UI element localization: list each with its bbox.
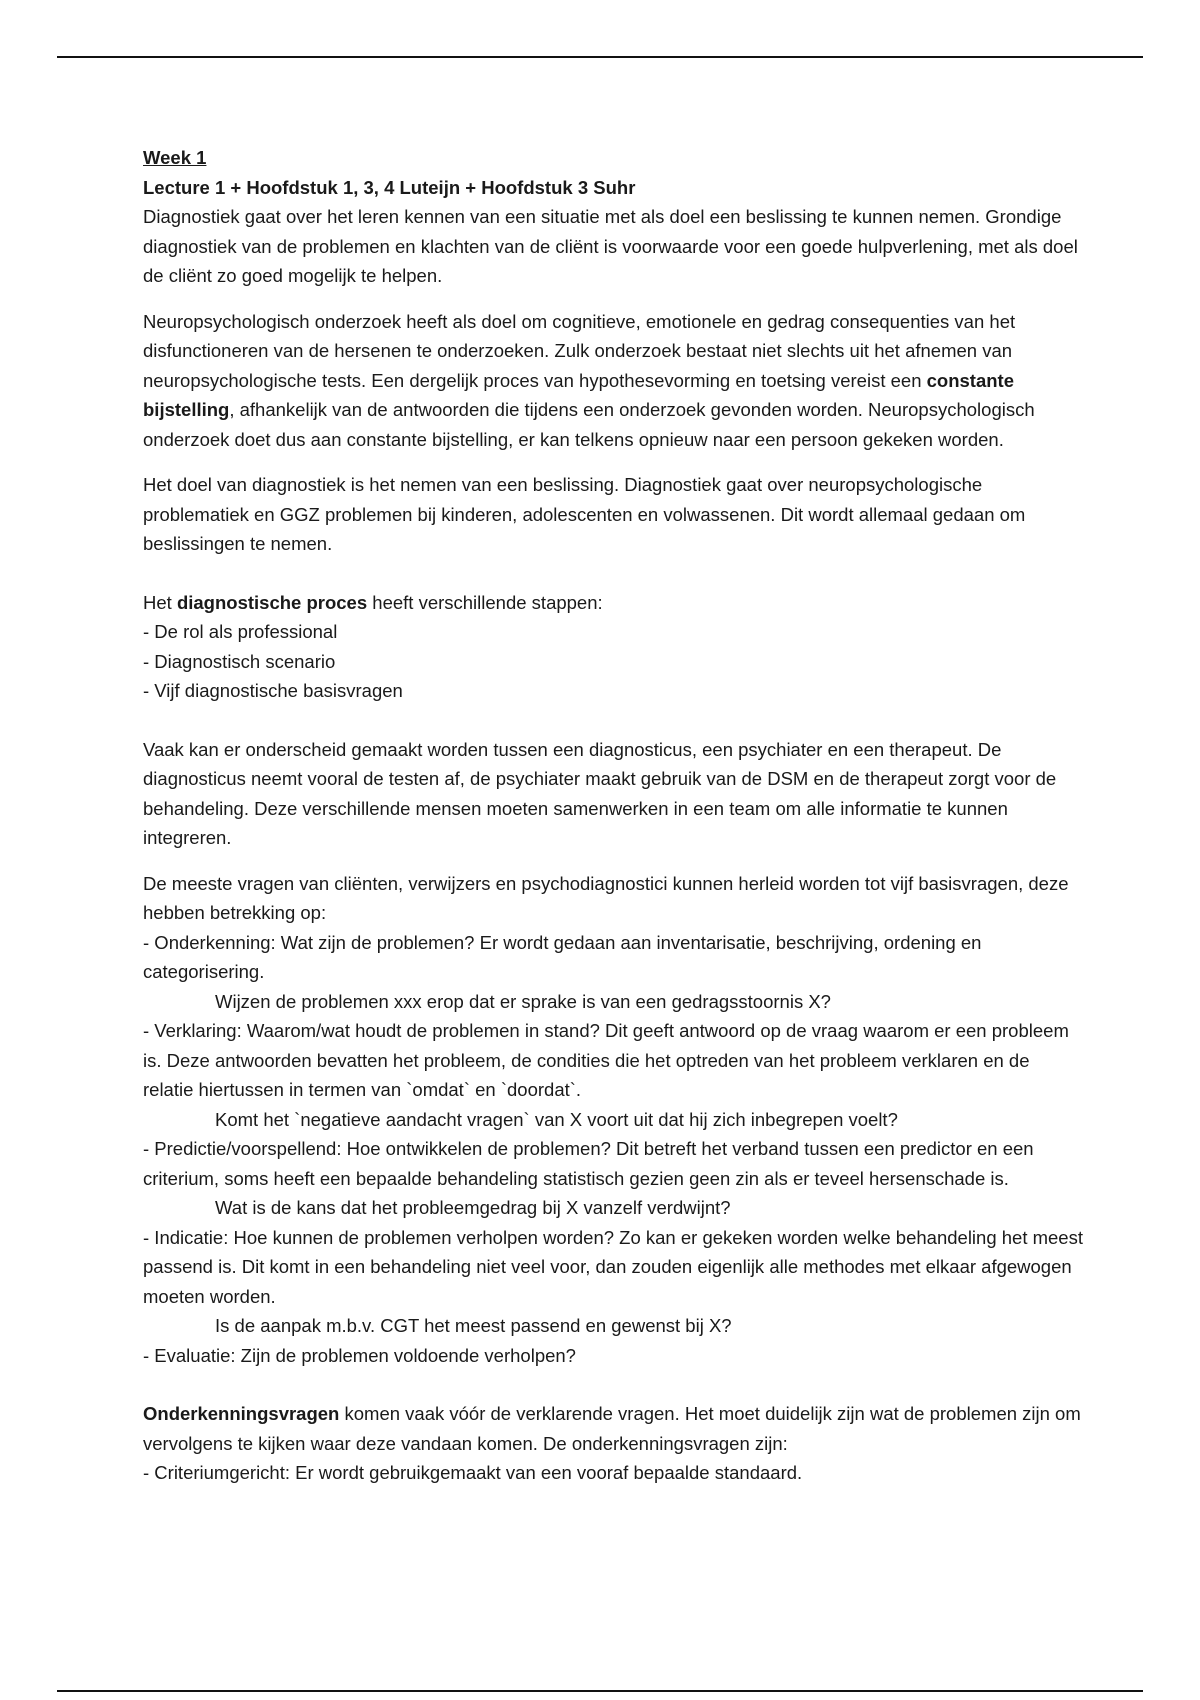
list-item-indicatie: - Indicatie: Hoe kunnen de problemen verholpen worden? Zo kan er gekeken worden welke behandeling het meest passend is. Dit komt in een behandeling niet veel voor, dan zouden eigenlijk alle methodes met elkaar afgewogen moeten worden. bbox=[143, 1226, 1083, 1307]
lecture-subtitle: Lecture 1 + Hoofdstuk 1, 3, 4 Luteijn + Hoofdstuk 3 Suhr bbox=[143, 176, 636, 198]
example-onderkenning: Wijzen de problemen xxx erop dat er sprake is van een gedragsstoornis X? bbox=[215, 990, 831, 1012]
header-rule bbox=[57, 56, 1143, 58]
list-item-predictie: - Predictie/voorspellend: Hoe ontwikkelen de problemen? Dit betreft het verband tussen een predictor en een criterium, soms heeft een bepaalde behandeling statistisch gezien geen zin als er teveel hersenschade is. bbox=[143, 1138, 1034, 1189]
list-item-criteriumgericht: - Criteriumgericht: Er wordt gebruikgemaakt van een vooraf bepaalde standaard. bbox=[143, 1462, 803, 1483]
paragraph-proces: Het diagnostische proces heeft verschillende stappen: bbox=[143, 591, 603, 613]
document-body bbox=[143, 143, 1083, 1488]
bold-onderkenningsvragen: Onderkenningsvragen bbox=[143, 1403, 340, 1424]
paragraph-basisvragen-intro: De meeste vragen van cliënten, verwijzers en psychodiagnostici kunnen herleid worden tot vijf basisvragen, deze hebben betrekking op: bbox=[143, 872, 1069, 923]
paragraph-doel: Het doel van diagnostiek is het nemen van een beslissing. Diagnostiek gaat over neuropsychologische problematiek en GGZ problemen bij kinderen, adolescenten en volwassenen. Dit wordt allemaal gedaan om beslissingen te nemen. bbox=[143, 474, 1026, 554]
week-heading: Week 1 bbox=[143, 147, 207, 168]
bold-constante-bijstelling: constante bijstelling bbox=[143, 369, 1015, 420]
paragraph-intro: Diagnostiek gaat over het leren kennen van een situatie met als doel een beslissing te kunnen nemen. Grondige diagnostiek van de problemen en klachten van de cliënt is voorwaarde voor een goede hulpverlening, met als doel de cliënt zo goed mogelijk te helpen. bbox=[143, 206, 1078, 286]
example-indicatie: Is de aanpak m.b.v. CGT het meest passend en gewenst bij X? bbox=[215, 1315, 732, 1336]
list-item: - De rol als professional bbox=[143, 621, 338, 642]
bold-diagnostische-proces: diagnostische proces bbox=[176, 591, 368, 613]
list-item: - Vijf diagnostische basisvragen bbox=[143, 680, 403, 701]
list-item-evaluatie: - Evaluatie: Zijn de problemen voldoende verholpen? bbox=[143, 1344, 576, 1366]
footer-rule bbox=[57, 1690, 1143, 1692]
paragraph-rollen: Vaak kan er onderscheid gemaakt worden tussen een diagnosticus, een psychiater en een therapeut. De diagnosticus neemt vooral de testen af, de psychiater maakt gebruik van de DSM en de therapeut zorgt voor de behandeling. Deze verschillende mensen moeten samenwerken in een team om alle informatie te kunnen integreren. bbox=[143, 738, 1057, 848]
paragraph-neuropsych: Neuropsychologisch onderzoek heeft als doel om cognitieve, emotionele en gedrag consequenties van het disfunctioneren van de hersenen te onderzoeken. Zulk onderzoek bestaat niet slechts uit het afnemen van neuropsychologische tests. Een dergelijk proces van hypothesevorming en toetsing vereist een constante bijstelling, afhankelijk van de antwoorden die tijdens een onderzoek gevonden worden. Neuropsychologisch onderzoek doet dus aan constante bijstelling, er kan telkens opnieuw naar een persoon gekeken worden. bbox=[143, 310, 1035, 450]
example-verklaring: Komt het `negatieve aandacht vragen` van X voort uit dat hij zich inbegrepen voelt? bbox=[215, 1108, 898, 1130]
list-item-onderkenning: - Onderkenning: Wat zijn de problemen? Er wordt gedaan aan inventarisatie, beschrijving, ordening en categorisering. bbox=[143, 931, 982, 982]
paragraph-onderkenningsvragen: Onderkenningsvragen komen vaak vóór de verklarende vragen. Het moet duidelijk zijn wat de problemen zijn om vervolgens te kijken waar deze vandaan komen. De onderkenningsvragen zijn: bbox=[143, 1403, 1081, 1454]
list-item: - Diagnostisch scenario bbox=[143, 650, 336, 672]
list-item-verklaring: - Verklaring: Waarom/wat houdt de problemen in stand? Dit geeft antwoord op de vraag waarom er een probleem is. Deze antwoorden bevatten het probleem, de condities die het optreden van het probleem verklaren en de relatie hiertussen in termen van `omdat` en `doordat`. bbox=[143, 1020, 1069, 1100]
example-predictie: Wat is de kans dat het probleemgedrag bij X vanzelf verdwijnt? bbox=[215, 1197, 731, 1218]
